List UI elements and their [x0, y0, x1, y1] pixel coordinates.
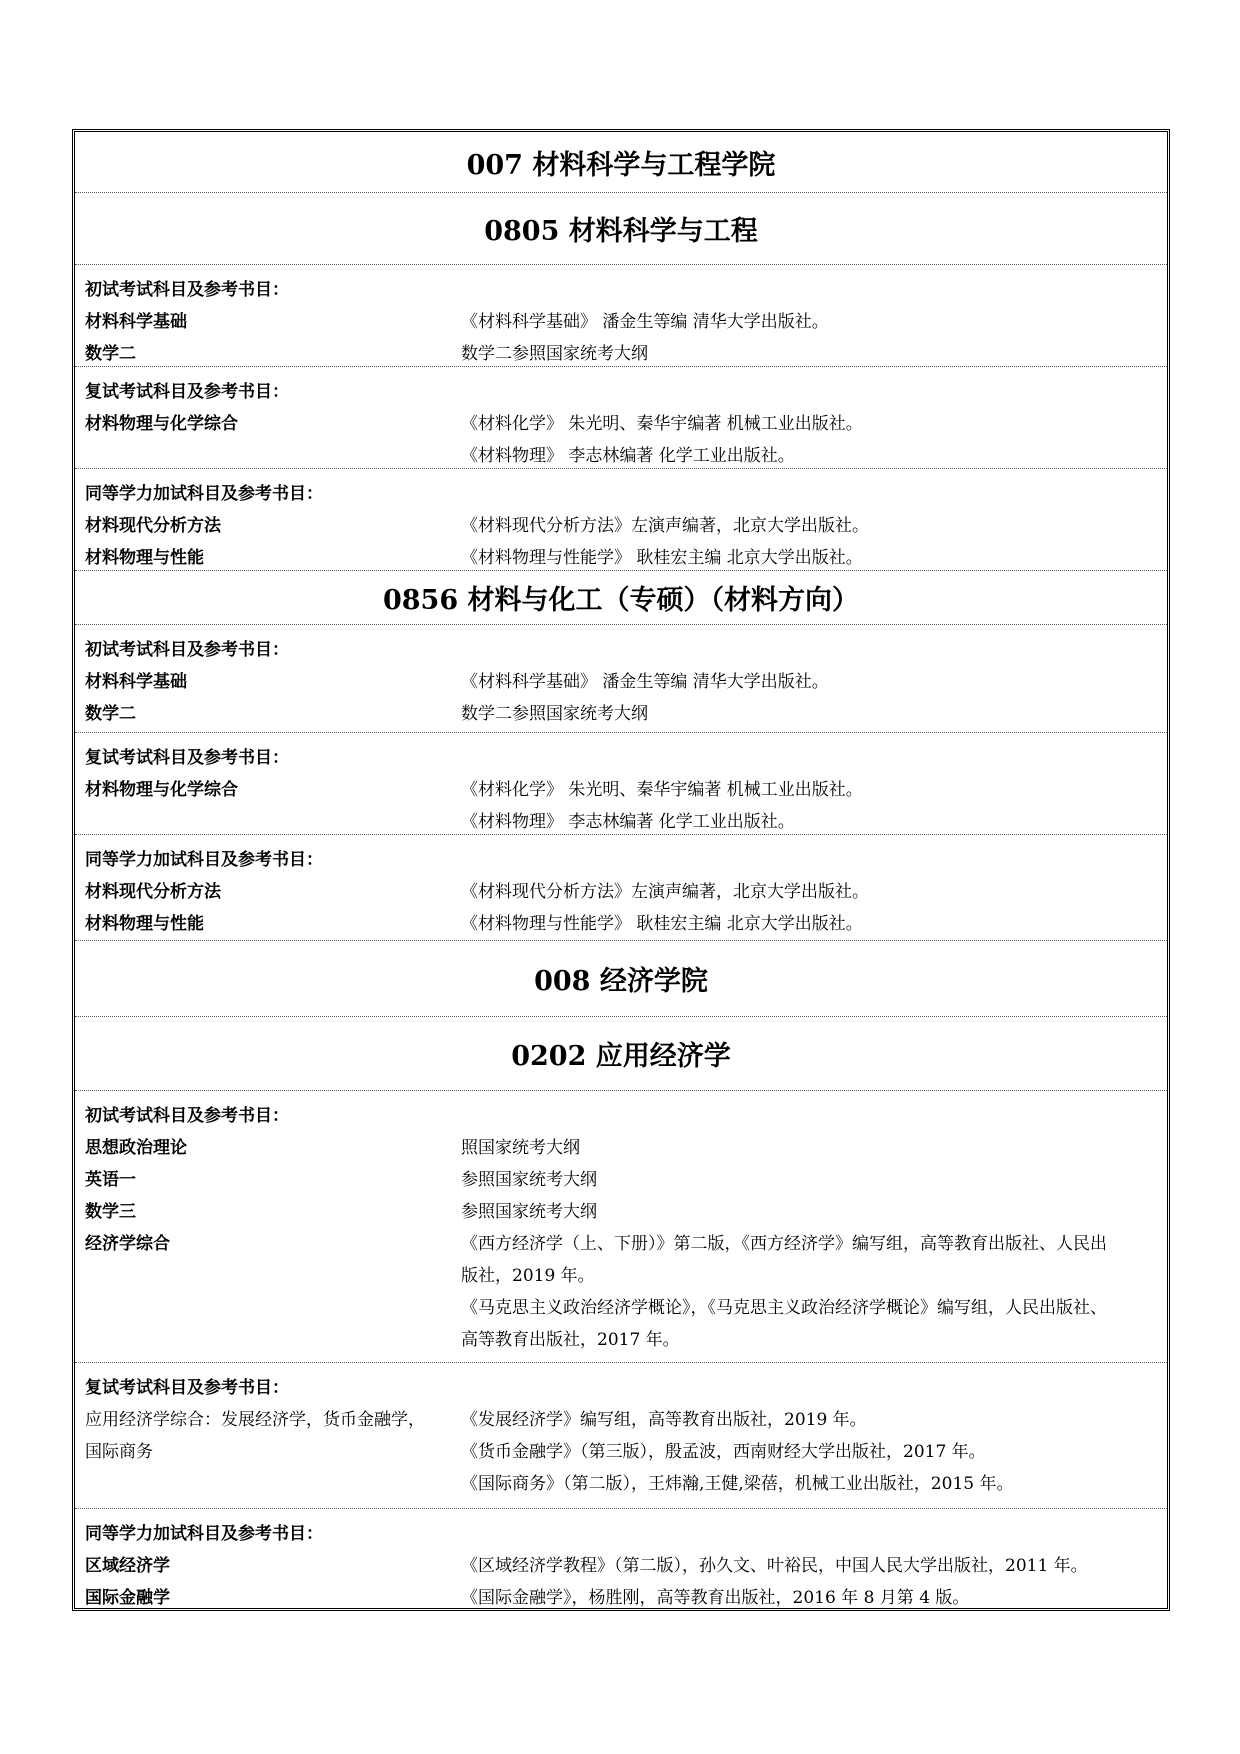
subject-line [85, 905, 1167, 937]
reference-book: 数学二参照国家统考大纲 [461, 343, 648, 364]
subject-line [85, 695, 1167, 727]
reference-book: 《区域经济学教程》（第二版），孙久文、叶裕民，中国人民大学出版社，2011 年。 [461, 1555, 1088, 1576]
reference-book: 《材料物理与性能学》 耿桂宏主编 北京大学出版社。 [461, 547, 863, 568]
section-title: 0856 材料与化工（专硕）（材料方向） [75, 570, 1167, 624]
subject-line [85, 1369, 1167, 1401]
subject-line [85, 1547, 1167, 1579]
subject-name: 数学三 [85, 1201, 136, 1222]
subject-line [85, 1433, 1167, 1465]
subject-name: 经济学综合 [85, 1233, 170, 1254]
subject-name: 材料物理与性能 [85, 547, 204, 568]
subject-name: 英语一 [85, 1169, 136, 1190]
section-heading: 初试考试科目及参考书目： [85, 639, 289, 660]
subject-name: 区域经济学 [85, 1555, 170, 1576]
reference-book: 参照国家统考大纲 [461, 1201, 597, 1222]
subject-line [85, 405, 1167, 437]
subject-name: 思想政治理论 [85, 1137, 187, 1158]
reference-book: 《材料物理与性能学》 耿桂宏主编 北京大学出版社。 [461, 913, 863, 934]
subject-section [75, 264, 1167, 366]
subject-line [85, 303, 1167, 335]
reference-book: 版社，2019 年。 [461, 1265, 595, 1286]
section-heading: 同等学力加试科目及参考书目： [85, 1523, 323, 1544]
section-heading: 同等学力加试科目及参考书目： [85, 483, 323, 504]
subject-name: 材料物理与化学综合 [85, 779, 238, 800]
section-heading: 同等学力加试科目及参考书目： [85, 849, 323, 870]
reference-book: 《材料物理》 李志林编著 化学工业出版社。 [461, 811, 795, 832]
subject-line [85, 1289, 1167, 1321]
section-heading: 初试考试科目及参考书目： [85, 279, 289, 300]
section-heading: 复试考试科目及参考书目： [85, 1377, 289, 1398]
subject-line [85, 1465, 1167, 1497]
subject-line [85, 1225, 1167, 1257]
subject-name: 国际商务 [85, 1441, 153, 1462]
reference-book: 高等教育出版社，2017 年。 [461, 1329, 680, 1350]
subject-line [85, 437, 1167, 469]
reference-book: 《货币金融学》（第三版），殷孟波，西南财经大学出版社，2017 年。 [461, 1441, 986, 1462]
subject-line [85, 1097, 1167, 1129]
subject-name: 国际金融学 [85, 1587, 170, 1608]
subject-section [75, 1090, 1167, 1362]
reference-book: 《材料物理》 李志林编著 化学工业出版社。 [461, 445, 795, 466]
subject-line [85, 803, 1167, 835]
subject-name: 材料物理与性能 [85, 913, 204, 934]
subject-line [85, 539, 1167, 571]
subject-section [75, 732, 1167, 834]
reference-book: 《材料现代分析方法》左演声编著，北京大学出版社。 [461, 515, 869, 536]
subject-line [85, 1579, 1167, 1611]
subject-name: 材料现代分析方法 [85, 881, 221, 902]
subject-name: 材料现代分析方法 [85, 515, 221, 536]
subject-line [85, 1257, 1167, 1289]
subject-line [85, 1515, 1167, 1547]
subject-line [85, 475, 1167, 507]
subject-line [85, 631, 1167, 663]
subject-section [75, 624, 1167, 732]
reference-book: 《国际金融学》，杨胜刚，高等教育出版社，2016 年 8 月第 4 版。 [461, 1587, 970, 1608]
subject-line [85, 771, 1167, 803]
reference-book: 照国家统考大纲 [461, 1137, 580, 1158]
document-table [72, 129, 1170, 1611]
subject-name: 数学二 [85, 343, 136, 364]
subject-section [75, 834, 1167, 940]
reference-book: 参照国家统考大纲 [461, 1169, 597, 1190]
reference-book: 《发展经济学》编写组，高等教育出版社，2019 年。 [461, 1409, 867, 1430]
subject-name: 材料物理与化学综合 [85, 413, 238, 434]
reference-book: 《材料化学》 朱光明、秦华宇编著 机械工业出版社。 [461, 779, 863, 800]
subject-section [75, 468, 1167, 570]
subject-line [85, 663, 1167, 695]
reference-book: 《材料化学》 朱光明、秦华宇编著 机械工业出版社。 [461, 413, 863, 434]
section-title: 0805 材料科学与工程 [75, 192, 1167, 264]
section-title: 0202 应用经济学 [75, 1016, 1167, 1090]
subject-name: 材料科学基础 [85, 671, 187, 692]
subject-name: 数学二 [85, 703, 136, 724]
subject-line [85, 1193, 1167, 1225]
subject-line [85, 271, 1167, 303]
reference-book: 《材料科学基础》 潘金生等编 清华大学出版社。 [461, 311, 829, 332]
reference-book: 《西方经济学（上、下册）》第二版，《西方经济学》编写组，高等教育出版社、人民出 [461, 1233, 1107, 1254]
section-heading: 复试考试科目及参考书目： [85, 747, 289, 768]
subject-section [75, 1508, 1167, 1608]
reference-book: 《马克思主义政治经济学概论》，《马克思主义政治经济学概论》编写组，人民出版社、 [461, 1297, 1107, 1318]
reference-book: 数学二参照国家统考大纲 [461, 703, 648, 724]
subject-line [85, 1161, 1167, 1193]
subject-name: 应用经济学综合：发展经济学，货币金融学， [85, 1409, 425, 1430]
reference-book: 《材料现代分析方法》左演声编著，北京大学出版社。 [461, 881, 869, 902]
section-heading: 复试考试科目及参考书目： [85, 381, 289, 402]
subject-line [85, 373, 1167, 405]
subject-line [85, 1401, 1167, 1433]
subject-section [75, 366, 1167, 468]
reference-book: 《材料科学基础》 潘金生等编 清华大学出版社。 [461, 671, 829, 692]
subject-line [85, 841, 1167, 873]
subject-line [85, 507, 1167, 539]
subject-line [85, 873, 1167, 905]
subject-line [85, 739, 1167, 771]
subject-line [85, 1129, 1167, 1161]
section-heading: 初试考试科目及参考书目： [85, 1105, 289, 1126]
subject-line [85, 1321, 1167, 1353]
section-title: 008 经济学院 [75, 940, 1167, 1016]
subject-section [75, 1362, 1167, 1508]
section-title: 007 材料科学与工程学院 [466, 149, 776, 181]
subject-line [85, 335, 1167, 367]
reference-book: 《国际商务》（第二版），王炜瀚,王健,梁蓓，机械工业出版社，2015 年。 [461, 1473, 1014, 1494]
subject-name: 材料科学基础 [85, 311, 187, 332]
